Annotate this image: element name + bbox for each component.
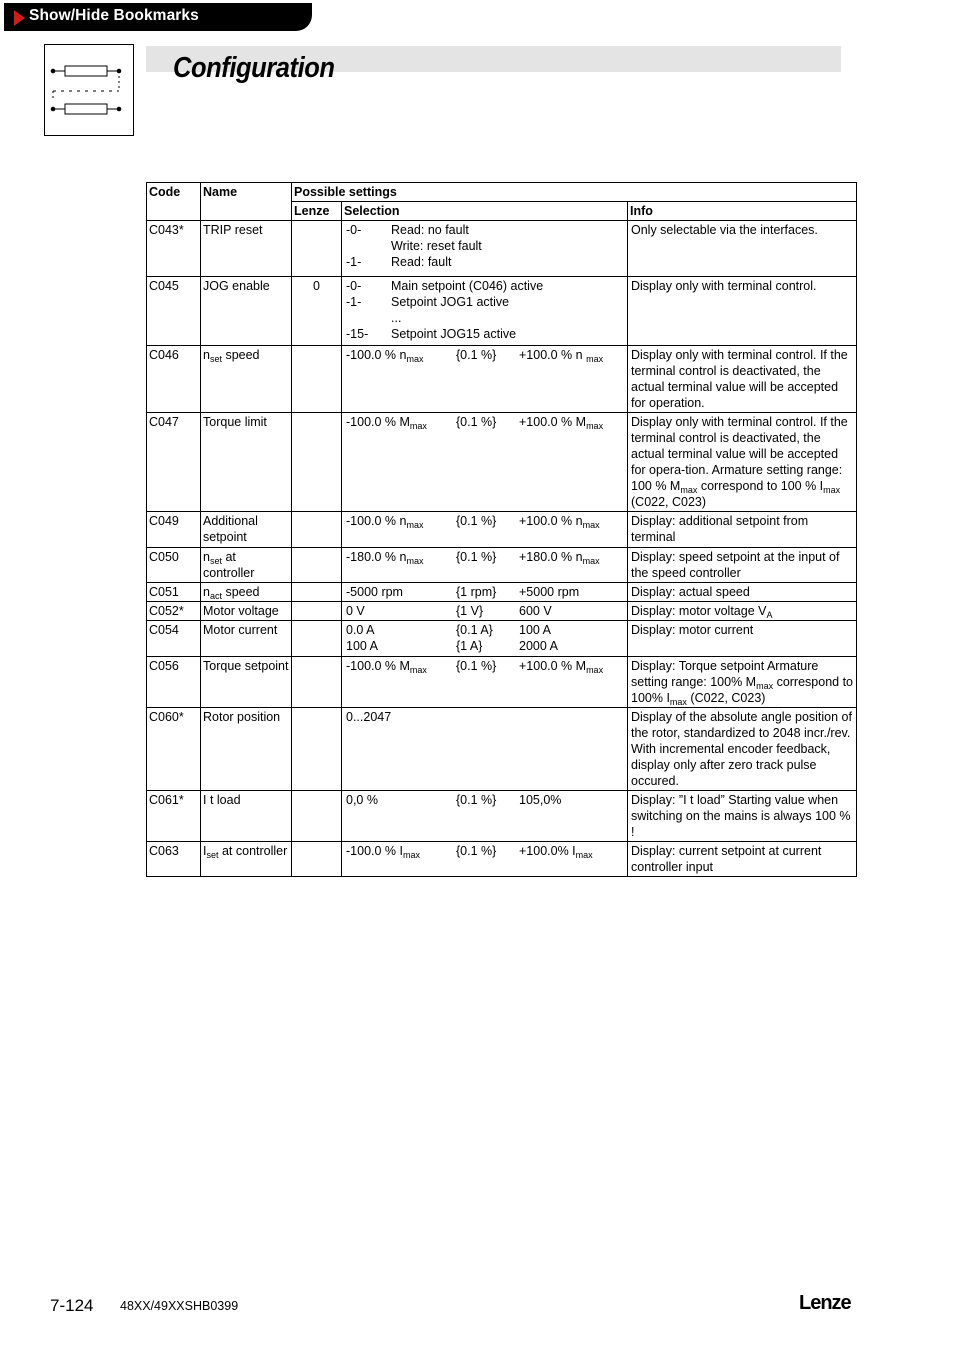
- range-min-text: 0 V: [346, 604, 365, 618]
- table-row: [147, 708, 857, 791]
- name-subscript: set: [209, 354, 222, 364]
- range-min-subscript: max: [402, 850, 420, 860]
- range-max: 100 A: [519, 623, 551, 637]
- range-max-text: +100.0 % M: [519, 659, 587, 673]
- range-step: {0.1 %}: [456, 348, 497, 362]
- info-cell: [628, 346, 857, 413]
- selection-cell: [342, 548, 628, 583]
- selection-range: [346, 843, 625, 859]
- selection-cell: [342, 346, 628, 413]
- range-min-subscript: max: [406, 520, 424, 530]
- header-lenze: Lenze: [292, 202, 342, 221]
- selection-range: [346, 622, 625, 638]
- range-step: {1 V}: [456, 604, 484, 618]
- range-min: 0.0 A: [346, 623, 375, 637]
- code-cell: C054: [147, 621, 201, 657]
- selection-option: [346, 254, 625, 270]
- selection-cell: [342, 221, 628, 277]
- range-min-text: -100.0 % M: [346, 415, 410, 429]
- range-step: {0.1 %}: [456, 415, 497, 429]
- range-step: [456, 709, 519, 725]
- range-max-subscript: max: [586, 421, 604, 431]
- info-cell: [628, 583, 857, 602]
- code-cell: C043*: [147, 221, 201, 277]
- name-rest: speed: [221, 585, 260, 599]
- selection-cell: [342, 583, 628, 602]
- range-min: [346, 584, 456, 600]
- range-max: [519, 709, 625, 725]
- name-cell: Torque setpoint: [201, 657, 292, 708]
- range-min: 100 A: [346, 639, 378, 653]
- table-row: [147, 512, 857, 548]
- table-row: [147, 621, 857, 657]
- info-text-b: correspond to 100 % I: [697, 479, 824, 493]
- code-cell: C060*: [147, 708, 201, 791]
- table-row: [147, 548, 857, 583]
- range-min-text: -100.0 % M: [346, 659, 410, 673]
- selection-option: [346, 238, 625, 254]
- info-cell: [628, 657, 857, 708]
- option-text: Read: no fault: [391, 223, 469, 237]
- range-max: [519, 792, 625, 808]
- page-title: Configuration: [173, 52, 335, 84]
- code-cell: C046: [147, 346, 201, 413]
- name-rest: at controller: [203, 550, 255, 580]
- table-row: [147, 657, 857, 708]
- range-max-text: +100.0 % M: [519, 415, 587, 429]
- name-cell: Torque limit: [201, 413, 292, 512]
- range-max: [519, 513, 625, 529]
- selection-cell: [342, 602, 628, 621]
- option-text: Read: fault: [391, 255, 452, 269]
- header-info: Info: [628, 202, 857, 221]
- info-subscript: A: [766, 610, 773, 620]
- info-text: Display: motor voltage V: [631, 604, 767, 618]
- name-subscript: set: [206, 850, 219, 860]
- range-min-subscript: max: [409, 665, 427, 675]
- option-text: Setpoint JOG15 active: [391, 327, 517, 341]
- info-cell: [628, 221, 857, 277]
- selection-range: [346, 709, 625, 725]
- range-step: {0.1 A}: [456, 623, 493, 637]
- range-max-text: +100.0 % n: [519, 514, 583, 528]
- range-min: [346, 603, 456, 619]
- range-max-text: 600 V: [519, 604, 552, 618]
- code-cell: C063: [147, 842, 201, 877]
- selection-range: [346, 658, 625, 674]
- range-max: [519, 603, 625, 619]
- code-cell: C056: [147, 657, 201, 708]
- info-cell: [628, 842, 857, 877]
- lenze-cell: [292, 221, 342, 277]
- selection-cell: [342, 657, 628, 708]
- option-text: Setpoint JOG1 active: [391, 295, 510, 309]
- selection-range: [346, 792, 625, 808]
- info-text-b: correspond to 100% I: [631, 675, 854, 705]
- option-text: ...: [391, 311, 402, 325]
- name-cell: Additional setpoint: [201, 512, 292, 548]
- code-cell: C051: [147, 583, 201, 602]
- code-cell: C050: [147, 548, 201, 583]
- lenze-cell: [292, 512, 342, 548]
- info-text-a: Display: Torque setpoint Armature setting range: 100% M: [631, 659, 819, 689]
- table-row: [147, 583, 857, 602]
- table-row: [147, 346, 857, 413]
- info-subscript-b: max: [823, 485, 841, 495]
- range-max-text: +100.0% I: [519, 844, 576, 858]
- option-text: Write: reset fault: [391, 239, 482, 253]
- selection-range: [346, 513, 625, 529]
- info-cell: [628, 791, 857, 842]
- code-cell: C047: [147, 413, 201, 512]
- range-min: [346, 792, 456, 808]
- selection-option: [346, 222, 625, 238]
- table-row: [147, 221, 857, 277]
- selection-cell: [342, 621, 628, 657]
- lenze-cell: [292, 583, 342, 602]
- range-max: [519, 584, 625, 600]
- name-cell: [201, 346, 292, 413]
- table-header-row: [147, 183, 857, 202]
- info-text-a: Display only with terminal control. If the terminal control is deactivated, the actual terminal value will be accepted for opera-tion. Armature setting range: 100 % M: [631, 415, 848, 493]
- name-rest: at controller: [218, 844, 288, 858]
- header-code: Code: [147, 183, 201, 221]
- lenze-cell: [292, 602, 342, 621]
- lenze-cell: [292, 346, 342, 413]
- option-key: -0-: [346, 223, 362, 237]
- info-cell: [628, 708, 857, 791]
- selection-range: [346, 584, 625, 600]
- range-max: [519, 843, 625, 859]
- range-max-text: 105,0%: [519, 793, 562, 807]
- option-key: -1-: [346, 255, 362, 269]
- range-min: [346, 709, 456, 725]
- info-subscript-a: max: [680, 485, 698, 495]
- code-cell: C045: [147, 277, 201, 346]
- range-max: [519, 658, 625, 674]
- table-row: [147, 791, 857, 842]
- range-step: {1 A}: [456, 639, 483, 653]
- range-max-text: +5000 rpm: [519, 585, 580, 599]
- selection-option: [346, 326, 625, 342]
- name-cell: Motor current: [201, 621, 292, 657]
- range-min-text: -180.0 % n: [346, 550, 407, 564]
- info-text: Display only with terminal control. If the terminal control is deactivated, the actual terminal value will be accepted for operation.: [631, 348, 848, 410]
- selection-cell: [342, 512, 628, 548]
- range-max: [519, 347, 625, 363]
- header-selection: Selection: [342, 202, 628, 221]
- name-cell: I t load: [201, 791, 292, 842]
- info-cell: [628, 277, 857, 346]
- selection-option: [346, 294, 625, 310]
- range-step: {0.1 %}: [456, 659, 497, 673]
- selection-range: [346, 414, 625, 430]
- selection-cell: [342, 413, 628, 512]
- range-max-subscript: max: [582, 556, 600, 566]
- range-max-subscript: max: [582, 520, 600, 530]
- circuit-diagram-icon: [44, 44, 134, 136]
- range-min-text: -5000 rpm: [346, 585, 403, 599]
- lenze-cell: [292, 413, 342, 512]
- show-hide-bookmarks-button[interactable]: [4, 3, 312, 31]
- option-key: -15-: [346, 327, 369, 341]
- name-cell: [201, 583, 292, 602]
- name-cell: [201, 548, 292, 583]
- name-subscript: act: [209, 591, 222, 601]
- range-step: {0.1 %}: [456, 550, 497, 564]
- range-min: [346, 658, 456, 674]
- info-text: Display of the absolute angle position of the rotor, standardized to 2048 incr./rev. With incremental encoder feedback, display only after zero track pulse occured.: [631, 710, 852, 788]
- range-min: [346, 513, 456, 529]
- table-row: [147, 413, 857, 512]
- header-name: Name: [201, 183, 292, 221]
- name-main: I: [203, 844, 207, 858]
- range-min-subscript: max: [406, 556, 424, 566]
- name-main: n: [203, 550, 210, 564]
- name-main: n: [203, 348, 210, 362]
- table-row: [147, 842, 857, 877]
- range-step: {0.1 %}: [456, 793, 497, 807]
- option-key: -0-: [346, 279, 362, 293]
- info-text-c: (C022, C023): [686, 691, 766, 705]
- range-max: [519, 549, 625, 565]
- table-body: [147, 221, 857, 877]
- name-cell: JOG enable: [201, 277, 292, 346]
- info-text: Display: actual speed: [631, 585, 750, 599]
- lenze-cell: [292, 657, 342, 708]
- range-max-subscript: max: [586, 665, 604, 675]
- info-cell: [628, 548, 857, 583]
- lenze-logo: Lenze: [799, 1292, 851, 1314]
- range-min: [346, 843, 456, 859]
- info-cell: [628, 413, 857, 512]
- info-subscript-a: max: [756, 681, 774, 691]
- info-text: Display: additional setpoint from terminal: [631, 514, 809, 544]
- triangle-right-icon: [14, 10, 25, 26]
- info-subscript-b: max: [669, 697, 687, 707]
- range-min-text: -100.0 % n: [346, 348, 407, 362]
- lenze-cell: [292, 708, 342, 791]
- option-text: Main setpoint (C046) active: [391, 279, 544, 293]
- selection-cell: [342, 791, 628, 842]
- table-row: [147, 277, 857, 346]
- range-min-subscript: max: [406, 354, 424, 364]
- document-code: 48XX/49XXSHB0399: [120, 1299, 239, 1313]
- selection-option: [346, 310, 625, 326]
- option-key: -1-: [346, 295, 362, 309]
- info-cell: [628, 512, 857, 548]
- info-text: Display: ”I t load” Starting value when switching on the mains is always 100 % !: [631, 793, 851, 839]
- lenze-cell: [292, 621, 342, 657]
- range-max-text: +100.0 % n: [519, 348, 587, 362]
- name-cell: [201, 842, 292, 877]
- info-cell: [628, 602, 857, 621]
- range-max: [519, 414, 625, 430]
- lenze-cell: 0: [292, 277, 342, 346]
- selection-range: [346, 347, 625, 363]
- range-max-subscript: max: [575, 850, 593, 860]
- info-cell: [628, 621, 857, 657]
- name-cell: Motor voltage: [201, 602, 292, 621]
- lenze-cell: [292, 791, 342, 842]
- range-min: [346, 549, 456, 565]
- range-min-text: -100.0 % I: [346, 844, 403, 858]
- name-cell: TRIP reset: [201, 221, 292, 277]
- range-min-text: -100.0 % n: [346, 514, 407, 528]
- code-cell: C049: [147, 512, 201, 548]
- range-min-subscript: max: [409, 421, 427, 431]
- name-subscript: set: [209, 556, 222, 566]
- selection-range: [346, 638, 625, 654]
- range-min: [346, 414, 456, 430]
- info-text: Display: current setpoint at current controller input: [631, 844, 822, 874]
- range-min-text: 0...2047: [346, 710, 392, 724]
- range-step: {1 rpm}: [456, 585, 497, 599]
- name-main: n: [203, 585, 210, 599]
- selection-cell: [342, 708, 628, 791]
- range-min-text: 0,0 %: [346, 793, 378, 807]
- selection-range: [346, 603, 625, 619]
- option-key: [346, 310, 391, 326]
- header-possible-settings: Possible settings: [292, 183, 857, 202]
- table-row: [147, 602, 857, 621]
- bookmarks-label: Show/Hide Bookmarks: [29, 7, 199, 24]
- lenze-cell: [292, 842, 342, 877]
- range-min: [346, 347, 456, 363]
- range-max: 2000 A: [519, 639, 558, 653]
- name-rest: speed: [221, 348, 260, 362]
- info-text: Display: motor current: [631, 623, 754, 637]
- selection-cell: [342, 277, 628, 346]
- page-number: 7-124: [50, 1296, 94, 1315]
- option-key: [346, 238, 391, 254]
- configuration-table: [146, 182, 857, 877]
- range-step: {0.1 %}: [456, 514, 497, 528]
- info-text: Display only with terminal control.: [631, 279, 817, 293]
- name-cell: Rotor position: [201, 708, 292, 791]
- selection-option: [346, 278, 625, 294]
- info-text: Only selectable via the interfaces.: [631, 223, 818, 237]
- selection-range: [346, 549, 625, 565]
- range-max-subscript: max: [586, 354, 604, 364]
- info-text: Display: speed setpoint at the input of the speed controller: [631, 550, 840, 580]
- code-cell: C061*: [147, 791, 201, 842]
- code-cell: C052*: [147, 602, 201, 621]
- info-text-c: (C022, C023): [631, 495, 707, 509]
- range-max-text: +180.0 % n: [519, 550, 583, 564]
- lenze-cell: [292, 548, 342, 583]
- selection-cell: [342, 842, 628, 877]
- range-step: {0.1 %}: [456, 844, 497, 858]
